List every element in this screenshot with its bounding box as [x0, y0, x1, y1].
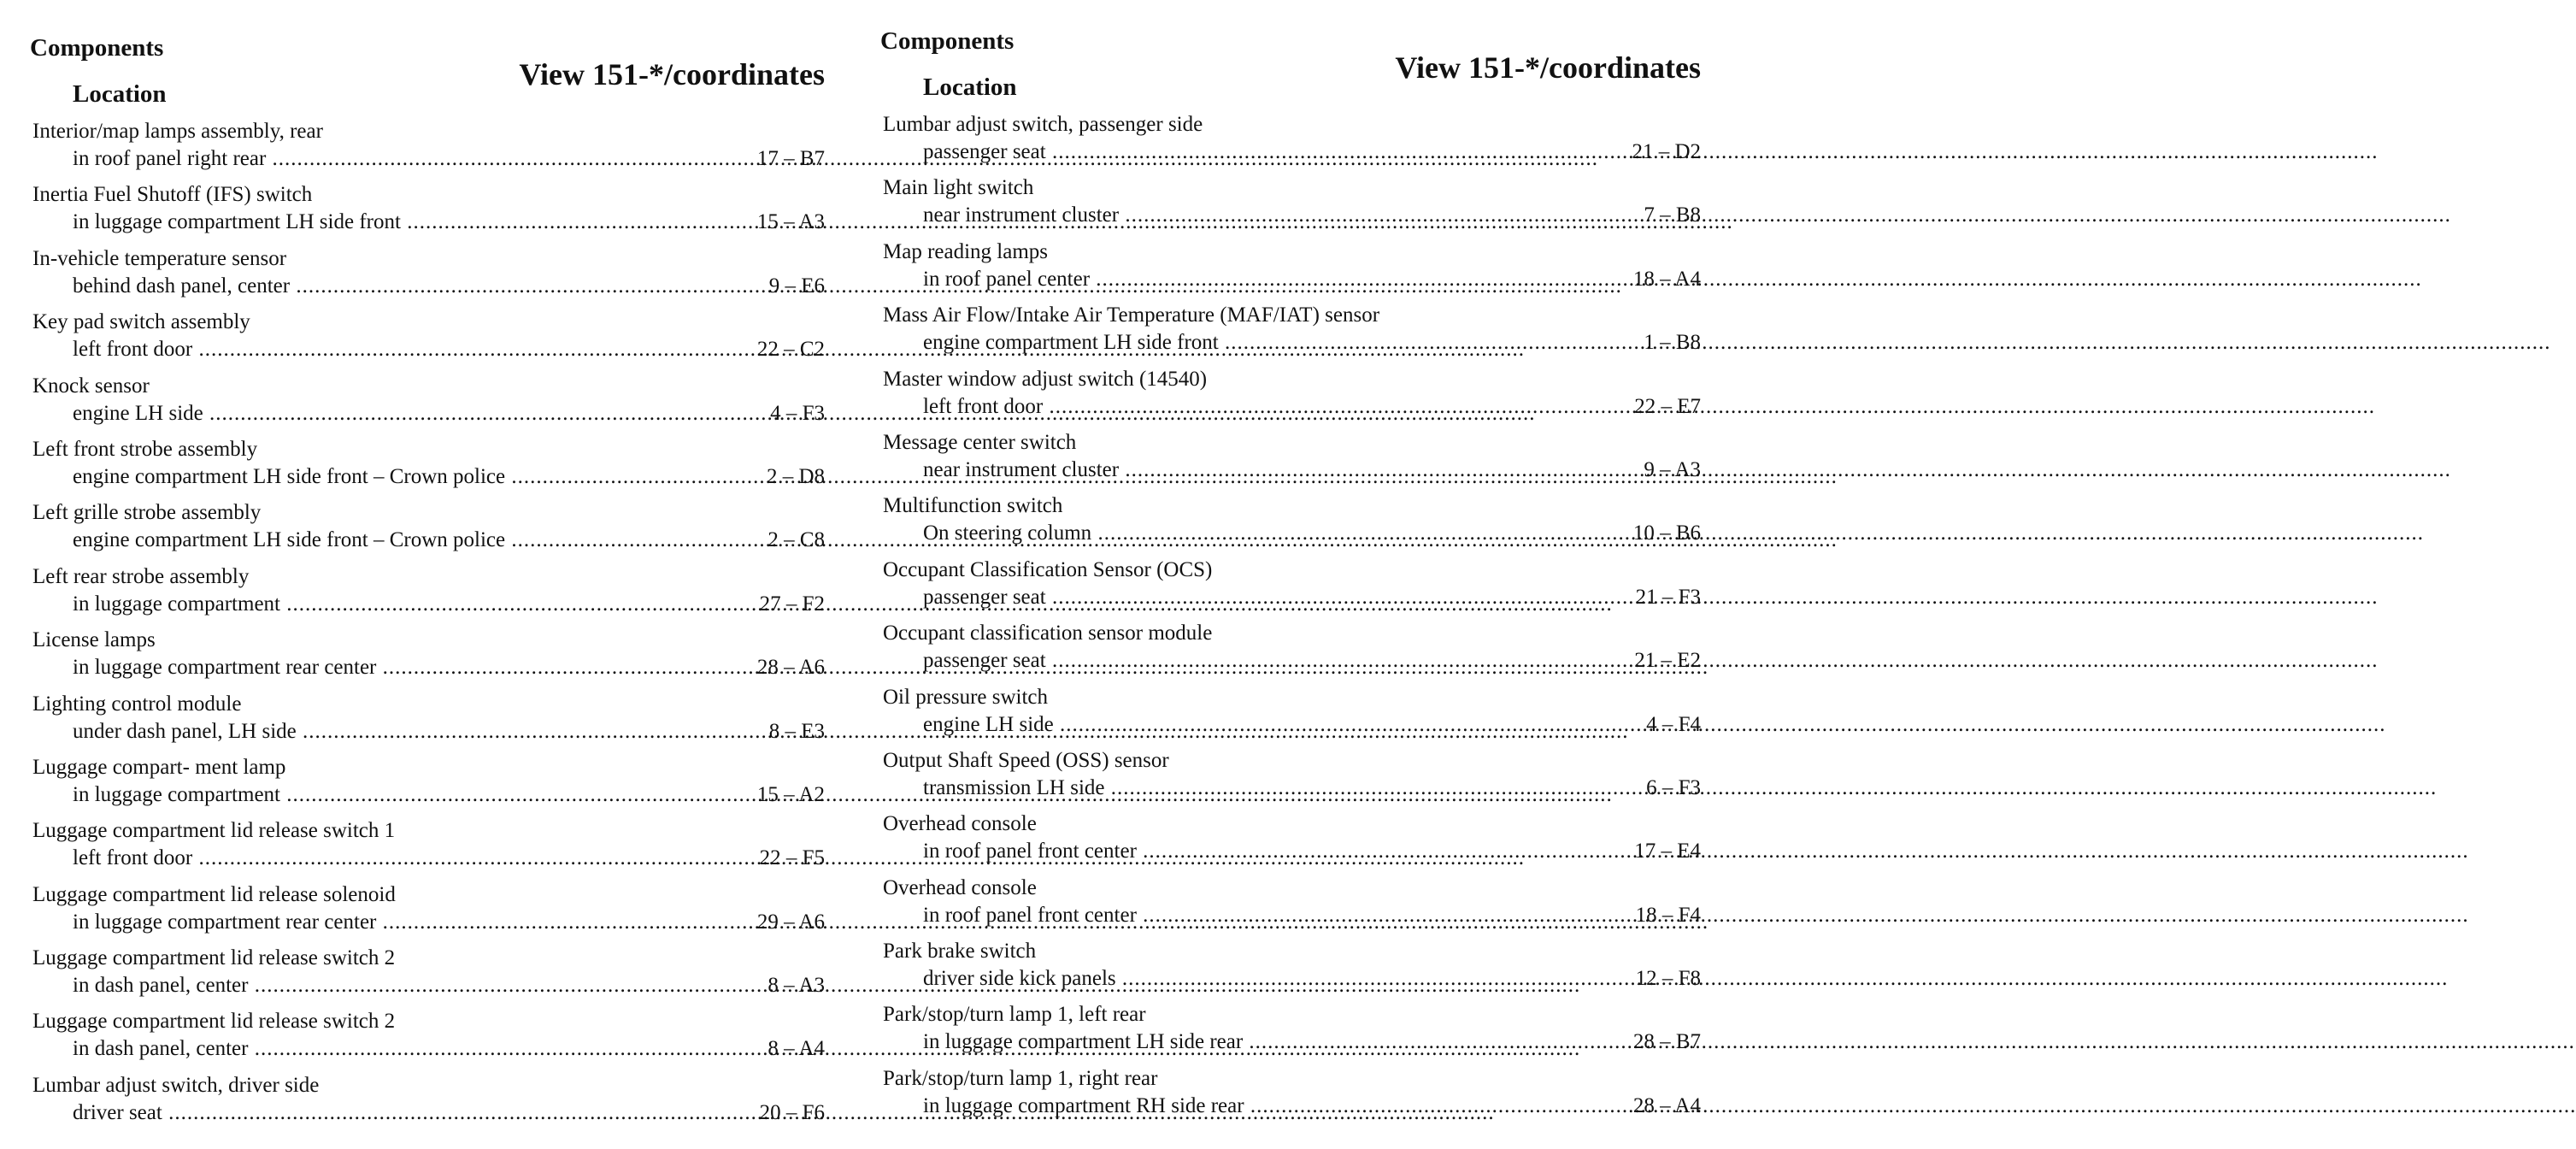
- component-location: passenger seat .....: [923, 647, 1556, 675]
- component-coordinate: 2 – C8: [768, 528, 825, 552]
- component-entry: [30, 563, 825, 627]
- component-entry: [880, 557, 1701, 620]
- component-entry: [30, 881, 825, 945]
- component-name: Lumbar adjust switch, passenger side: [883, 113, 1203, 136]
- component-entry: [30, 118, 825, 181]
- right-page: [880, 0, 1701, 1149]
- component-entry: [880, 875, 1701, 938]
- component-location: engine compartment LH side front – Crown police .....: [73, 527, 705, 554]
- component-location: in luggage compartment rear center .....: [73, 909, 705, 936]
- component-name: Lighting control module: [32, 692, 242, 716]
- component-coordinate: 8 – A3: [768, 974, 825, 998]
- component-entry: [880, 810, 1701, 874]
- component-location: in luggage compartment LH side front .....: [73, 209, 705, 236]
- component-location: in luggage compartment rear center .....: [73, 654, 705, 681]
- component-coordinate: 17 – E4: [1634, 840, 1701, 863]
- component-coordinate: 20 – F6: [759, 1100, 825, 1124]
- component-entry: [880, 174, 1701, 238]
- component-list: [880, 111, 1701, 1128]
- component-entry: [30, 691, 825, 754]
- component-location: passenger seat .....: [923, 584, 1556, 611]
- components-heading: Components: [880, 27, 1015, 55]
- component-name: Key pad switch assembly: [32, 310, 250, 334]
- component-location: near instrument cluster .....: [923, 202, 1556, 229]
- component-coordinate: 7 – B8: [1644, 203, 1701, 227]
- component-coordinate: 21 – F3: [1635, 585, 1701, 609]
- component-name: Oil pressure switch: [883, 685, 1049, 709]
- component-coordinate: 6 – F3: [1646, 775, 1701, 799]
- component-name: Output Shaft Speed (OSS) sensor: [883, 748, 1169, 772]
- component-coordinate: 1 – B8: [1644, 331, 1701, 355]
- component-name: Park/stop/turn lamp 1, right rear: [883, 1066, 1158, 1090]
- component-coordinate: 4 – F3: [770, 401, 825, 425]
- component-entry: [880, 429, 1701, 492]
- component-coordinate: 9 – A3: [1644, 457, 1701, 481]
- component-name: Park/stop/turn lamp 1, left rear: [883, 1003, 1146, 1027]
- component-name: Luggage compartment lid release solenoid: [32, 882, 396, 906]
- component-entry: [30, 436, 825, 499]
- component-name: Occupant Classification Sensor (OCS): [883, 557, 1213, 581]
- component-name: Inertia Fuel Shutoff (IFS) switch: [32, 183, 313, 207]
- component-coordinate: 4 – F4: [1646, 712, 1701, 736]
- component-location: driver seat .....: [73, 1099, 705, 1127]
- component-entry: [880, 302, 1701, 365]
- component-entry: [30, 1072, 825, 1135]
- component-coordinate: 29 – A6: [756, 910, 825, 934]
- location-heading: Location: [923, 74, 1017, 101]
- component-location: in roof panel center .....: [923, 266, 1556, 293]
- component-entry: [30, 245, 825, 309]
- component-name: Master window adjust switch (14540): [883, 367, 1208, 391]
- component-coordinate: 18 – A4: [1632, 267, 1701, 291]
- component-entry: [30, 945, 825, 1008]
- component-entry: [30, 499, 825, 563]
- component-location: engine LH side .....: [73, 400, 705, 427]
- component-location: near instrument cluster .....: [923, 457, 1556, 484]
- component-name: Interior/map lamps assembly, rear: [32, 120, 323, 143]
- component-name: License lamps: [32, 628, 156, 652]
- component-name: Knock sensor: [32, 374, 150, 398]
- component-entry: [880, 111, 1701, 174]
- component-name: Overhead console: [883, 875, 1037, 899]
- left-page: [30, 0, 850, 1149]
- component-coordinate: 15 – A3: [756, 210, 825, 234]
- component-list: [30, 118, 825, 1135]
- component-coordinate: 27 – F2: [759, 592, 825, 616]
- component-name: Multifunction switch: [883, 494, 1063, 518]
- component-location: in dash panel, center .....: [73, 972, 705, 999]
- component-location: in luggage compartment LH side rear .....: [923, 1028, 1556, 1056]
- component-name: Left front strobe assembly: [32, 437, 258, 461]
- component-location: transmission LH side .....: [923, 775, 1556, 802]
- component-name: Luggage compartment lid release switch 2: [32, 1010, 396, 1034]
- component-name: Left grille strobe assembly: [32, 501, 262, 525]
- component-coordinate: 28 – A4: [1632, 1093, 1701, 1117]
- component-entry: [30, 817, 825, 881]
- component-coordinate: 22 – E7: [1634, 394, 1701, 418]
- component-location: in dash panel, center .....: [73, 1035, 705, 1063]
- components-heading: Components: [30, 34, 164, 62]
- component-location: driver side kick panels .....: [923, 965, 1556, 993]
- component-coordinate: 8 – A4: [768, 1037, 825, 1061]
- component-location: engine LH side .....: [923, 711, 1556, 739]
- component-location: engine compartment LH side front .....: [923, 329, 1556, 356]
- component-location: under dash panel, LH side .....: [73, 718, 705, 745]
- view-coordinates-heading: View 151-*/coordinates: [519, 57, 825, 91]
- component-coordinate: 21 – D2: [1632, 140, 1701, 163]
- component-coordinate: 8 – E3: [768, 719, 825, 743]
- component-name: Message center switch: [883, 430, 1077, 454]
- component-entry: [880, 938, 1701, 1001]
- component-entry: [880, 1065, 1701, 1128]
- component-location: behind dash panel, center .....: [73, 273, 705, 300]
- component-coordinate: 9 – E6: [768, 274, 825, 298]
- component-location: left front door .....: [73, 845, 705, 872]
- component-entry: [880, 747, 1701, 810]
- component-name: Left rear strobe assembly: [32, 564, 250, 588]
- component-name: Map reading lamps: [883, 239, 1049, 263]
- component-location: left front door .....: [73, 336, 705, 363]
- view-coordinates-heading: View 151-*/coordinates: [1395, 50, 1701, 85]
- component-name: Mass Air Flow/Intake Air Temperature (MAF/IAT) sensor: [883, 303, 1380, 327]
- component-entry: [880, 620, 1701, 683]
- component-name: Luggage compart- ment lamp: [32, 755, 286, 779]
- component-name: Overhead console: [883, 812, 1037, 836]
- component-coordinate: 2 – D8: [766, 464, 825, 488]
- component-location: left front door .....: [923, 393, 1556, 421]
- component-coordinate: 17 – B7: [756, 147, 825, 170]
- component-coordinate: 15 – A2: [756, 782, 825, 806]
- component-entry: [30, 373, 825, 436]
- component-name: In-vehicle temperature sensor: [32, 246, 287, 270]
- component-location: passenger seat .....: [923, 138, 1556, 166]
- component-coordinate: 22 – F5: [759, 846, 825, 870]
- component-location: engine compartment LH side front – Crown police .....: [73, 463, 705, 491]
- component-entry: [880, 239, 1701, 302]
- component-coordinate: 22 – C2: [756, 338, 825, 362]
- component-entry: [30, 181, 825, 245]
- component-entry: [30, 754, 825, 817]
- component-name: Park brake switch: [883, 940, 1037, 963]
- component-entry: [30, 309, 825, 372]
- component-coordinate: 18 – F4: [1635, 903, 1701, 927]
- component-location: in roof panel front center .....: [923, 902, 1556, 929]
- location-heading: Location: [73, 80, 167, 108]
- component-coordinate: 21 – E2: [1634, 649, 1701, 673]
- component-coordinate: 12 – F8: [1635, 967, 1701, 991]
- component-entry: [880, 1001, 1701, 1064]
- component-location: in roof panel right rear .....: [73, 145, 705, 173]
- component-entry: [880, 684, 1701, 747]
- component-entry: [30, 1008, 825, 1071]
- component-name: Occupant classification sensor module: [883, 622, 1213, 645]
- component-entry: [880, 492, 1701, 556]
- component-location: in luggage compartment RH side rear .....: [923, 1093, 1556, 1120]
- component-coordinate: 28 – A6: [756, 656, 825, 680]
- component-location: in roof panel front center .....: [923, 838, 1556, 865]
- component-location: in luggage compartment .....: [73, 781, 705, 809]
- component-location: On steering column .....: [923, 520, 1556, 547]
- component-location: in luggage compartment .....: [73, 591, 705, 618]
- component-name: Luggage compartment lid release switch 2: [32, 946, 396, 970]
- component-name: Lumbar adjust switch, driver side: [32, 1073, 320, 1097]
- component-entry: [30, 627, 825, 690]
- component-coordinate: 28 – B7: [1632, 1030, 1701, 1054]
- component-coordinate: 10 – B6: [1632, 521, 1701, 545]
- component-name: Luggage compartment lid release switch 1: [32, 819, 396, 843]
- component-entry: [880, 366, 1701, 429]
- component-name: Main light switch: [883, 176, 1034, 200]
